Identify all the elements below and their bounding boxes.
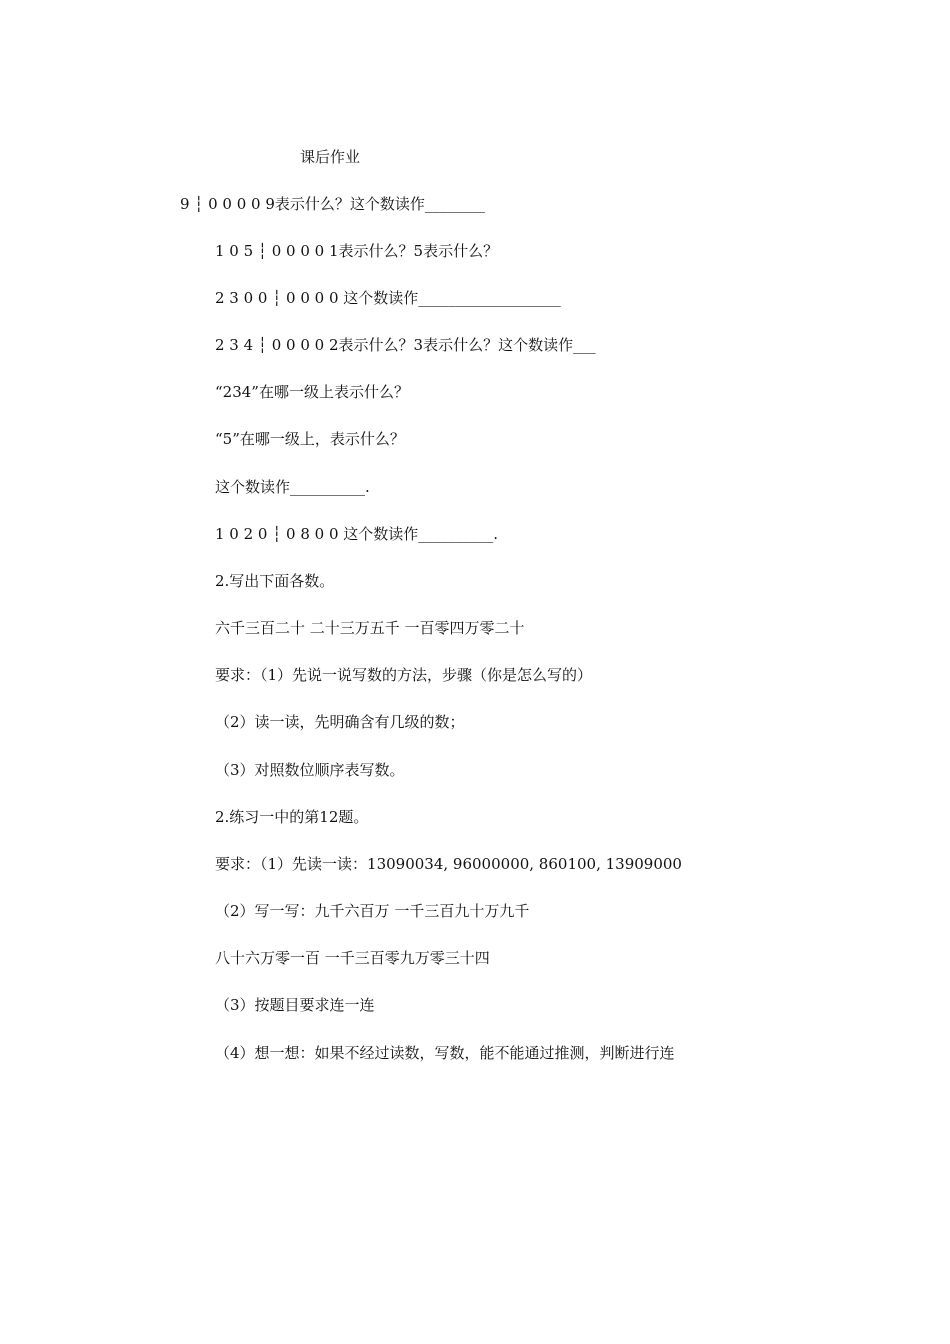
exercise-line-8: 1 0 2 0 ┆ 0 8 0 0 这个数读作__________.: [215, 525, 499, 543]
requirement-line-4: 要求：（1）先读一读：13090034, 96000000, 860100, 13909000: [215, 855, 682, 873]
exercise-line-2: 1 0 5 ┆ 0 0 0 0 1表示什么？5表示什么？: [215, 242, 499, 260]
section-heading-practice: 2.练习一中的第12题。: [215, 808, 369, 826]
exercise-line-7: 这个数读作__________.: [215, 478, 370, 496]
exercise-line-10: 六千三百二十 二十三万五千 一百零四万零二十: [215, 619, 525, 637]
exercise-line-3: 2 3 0 0 ┆ 0 0 0 0 这个数读作___________________: [215, 289, 561, 307]
exercise-line-17: 八十六万零一百 一千三百零九万零三十四: [215, 949, 490, 967]
exercise-line-5: “234”在哪一级上表示什么？: [215, 383, 409, 401]
requirement-line-1: 要求：（1）先说一说写数的方法，步骤（你是怎么写的）: [215, 666, 593, 684]
requirement-line-2: （2）读一读，先明确含有几级的数；: [215, 713, 465, 731]
exercise-line-1: 9 ┆ 0 0 0 0 9表示什么？这个数读作________: [180, 195, 485, 213]
requirement-line-7: （4）想一想：如果不经过读数，写数，能不能通过推测，判断进行连: [215, 1044, 675, 1062]
requirement-line-6: （3）按题目要求连一连: [215, 996, 375, 1014]
exercise-line-6: “5”在哪一级上，表示什么？: [215, 430, 405, 448]
requirement-line-5: （2）写一写：九千六百万 一千三百九十万九千: [215, 902, 530, 920]
exercise-line-4: 2 3 4 ┆ 0 0 0 0 2表示什么？3表示什么？这个数读作___: [215, 336, 596, 354]
requirement-line-3: （3）对照数位顺序表写数。: [215, 761, 405, 779]
page-title: 课后作业: [300, 148, 361, 166]
section-heading-write-numbers: 2.写出下面各数。: [215, 572, 335, 590]
